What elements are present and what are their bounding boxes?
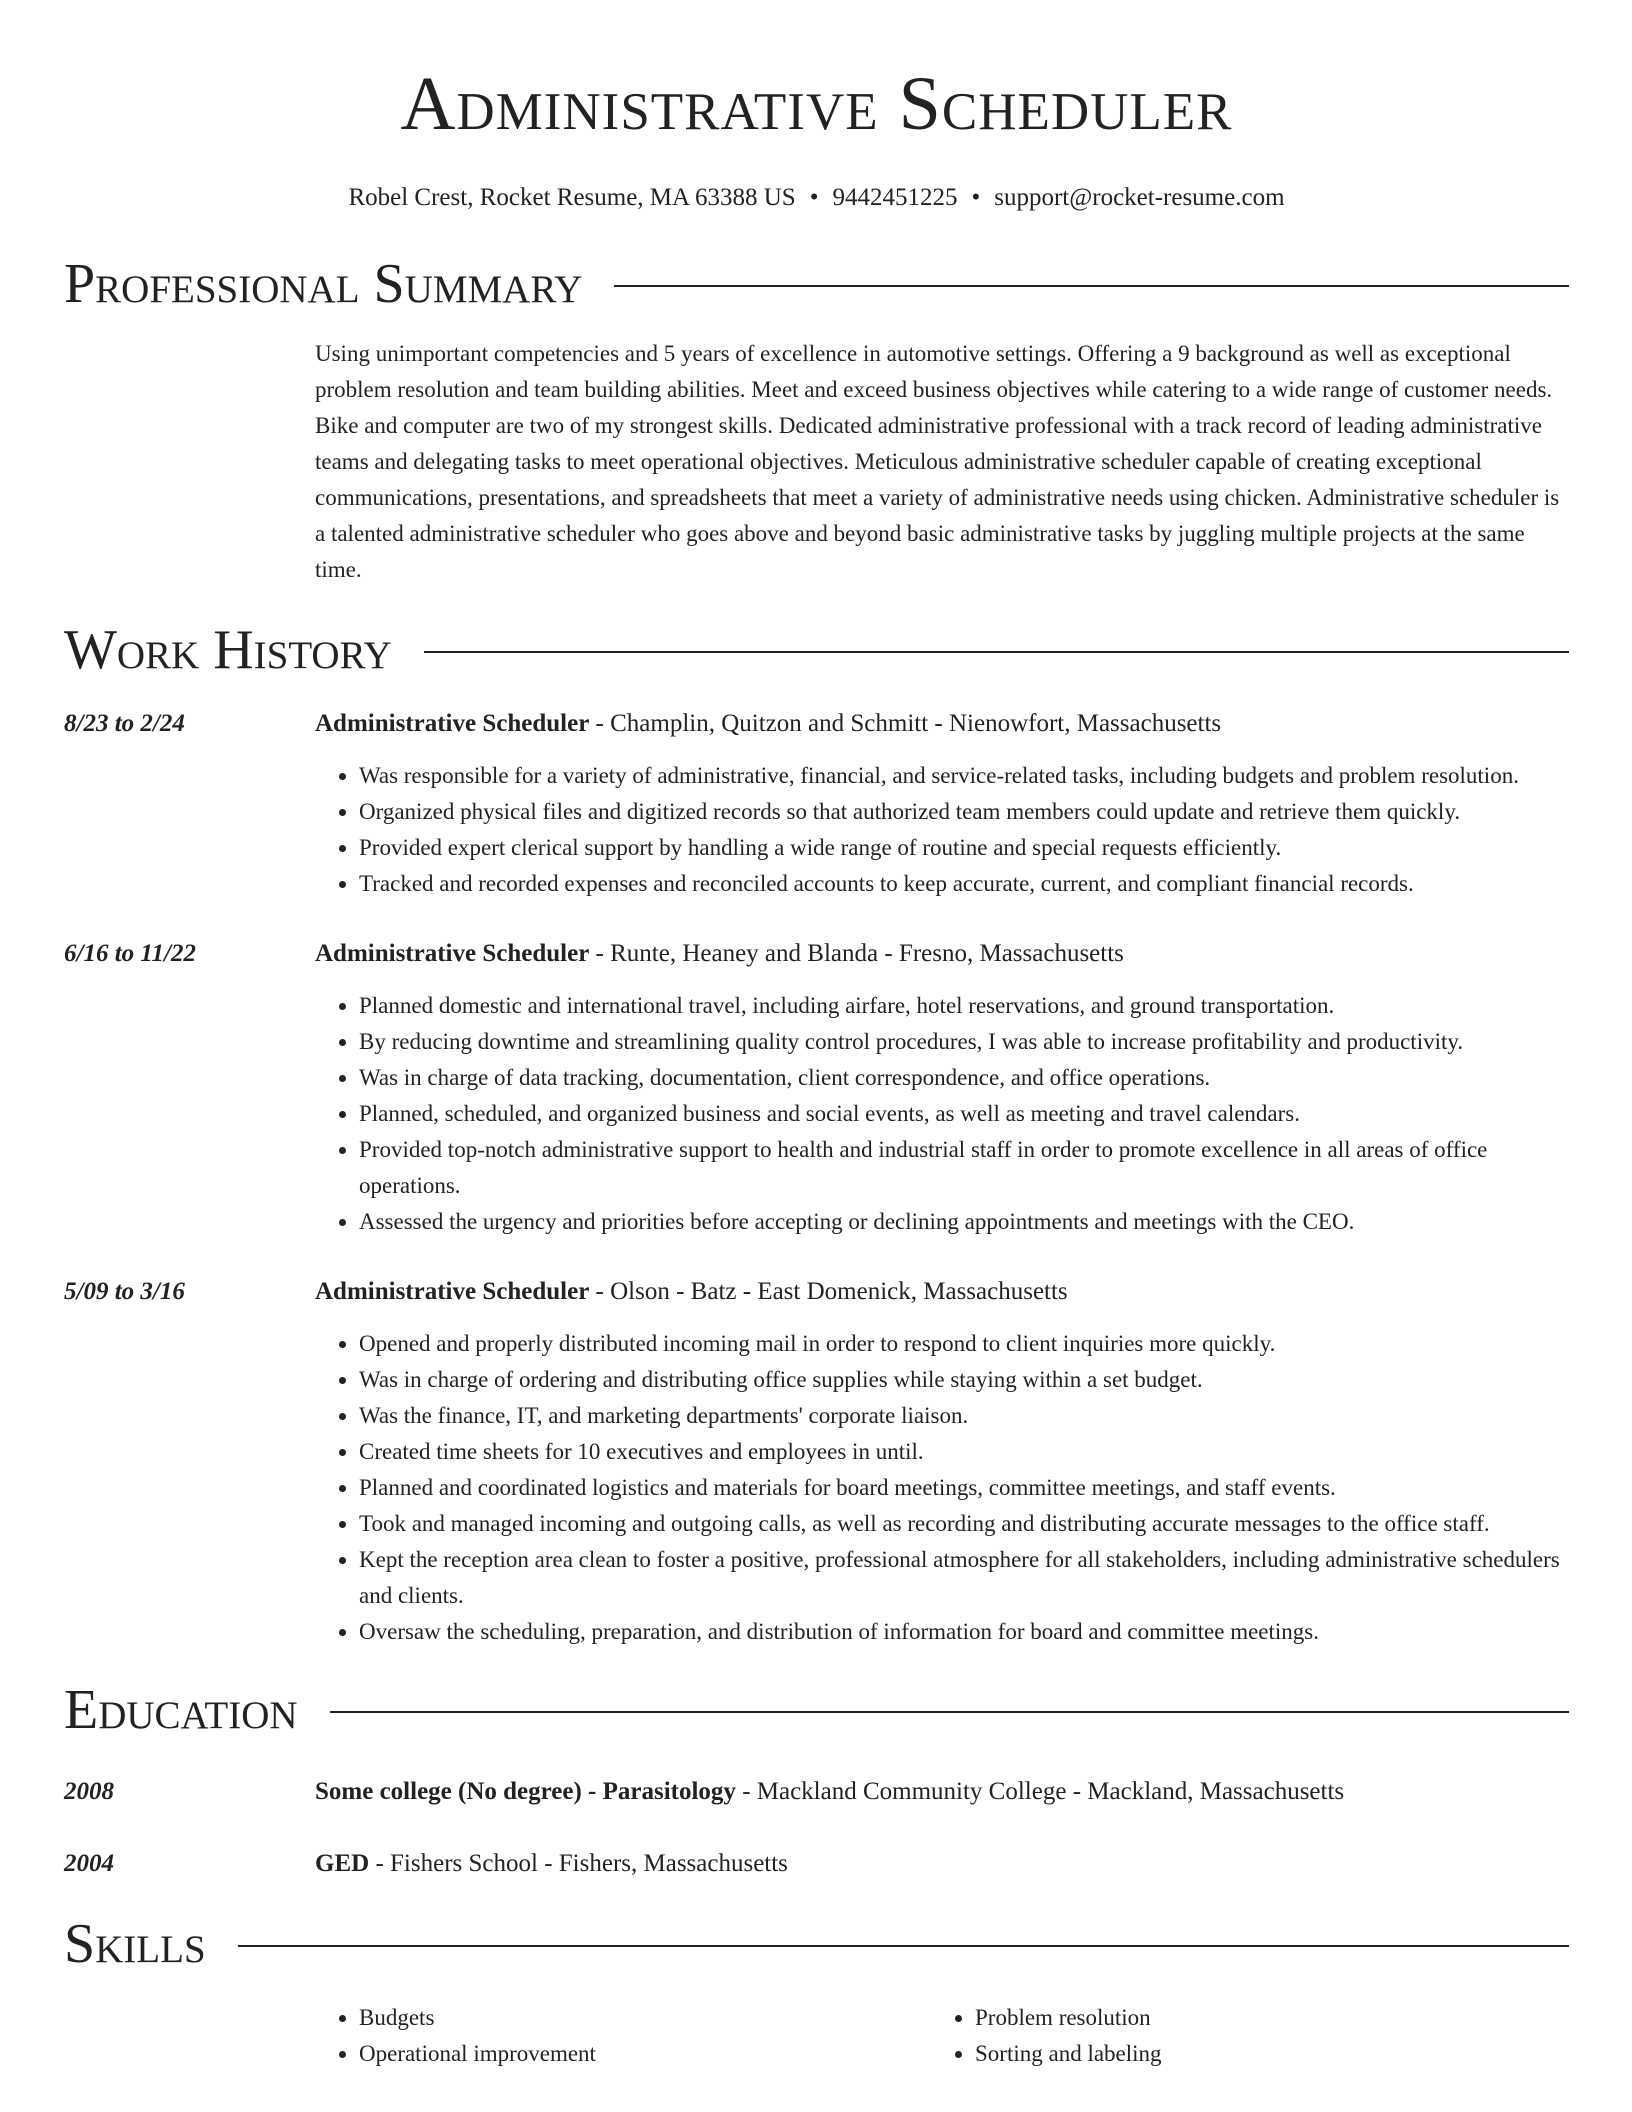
job-bullet: • Was the finance, IT, and marketing departments' corporate liaison. xyxy=(359,1398,1569,1434)
job-details: - Champlin, Quitzon and Schmitt - Nienowfort, Massachusetts xyxy=(589,710,1222,737)
job-dates: 8/23 to 2/24 xyxy=(64,710,185,737)
separator-dot: • xyxy=(971,184,981,211)
job-role: Administrative Scheduler xyxy=(315,940,590,967)
education-year: 2008 xyxy=(64,1778,114,1805)
address: Robel Crest, Rocket Resume, MA 63388 US xyxy=(348,184,796,211)
skills-list xyxy=(315,2000,1569,2072)
skills-column-left xyxy=(315,2000,931,2072)
job-bullet: • Planned domestic and international travel, including airfare, hotel reservations, and ground transportation. xyxy=(359,988,1569,1024)
education-degree: GED xyxy=(315,1850,370,1877)
skills-column-right xyxy=(931,2000,1547,2072)
education-body xyxy=(315,1844,1569,1884)
education-heading xyxy=(315,1772,1569,1812)
job-bullet: • Assessed the urgency and priorities before accepting or declining appointments and meetings with the CEO. xyxy=(359,1204,1569,1240)
email-link[interactable]: support@rocket-resume.com xyxy=(994,184,1285,211)
section-title: Work History xyxy=(64,619,392,681)
section-divider xyxy=(330,1711,1569,1713)
education-body xyxy=(315,1772,1569,1812)
job-bullet: • Was responsible for a variety of administrative, financial, and service-related tasks, including budgets and problem resolution. xyxy=(359,758,1569,794)
section-divider xyxy=(238,1945,1569,1947)
job-bullet: • Kept the reception area clean to foster a positive, professional atmosphere for all stakeholders, including administrative schedulers and clients. xyxy=(359,1542,1569,1614)
job-bullets xyxy=(315,1326,1569,1650)
job-role: Administrative Scheduler xyxy=(315,710,590,737)
job-dates: 6/16 to 11/22 xyxy=(64,940,196,967)
job-bullet: • Oversaw the scheduling, preparation, and distribution of information for board and committee meetings. xyxy=(359,1614,1569,1650)
job-entry xyxy=(64,1272,1569,1650)
section-divider xyxy=(424,651,1569,653)
summary-text: Using unimportant competencies and 5 years of excellence in automotive settings. Offering a 9 background as well as exceptional problem resolution and team building abilities. Meet and exceed business objectives while catering to a wide range of customer needs. Bike and computer are two of my strongest skills. Dedicated administrative professional with a track record of leading administrative teams and delegating tasks to meet operational objectives. Meticulous administrative scheduler capable of creating exceptional communications, presentations, and spreadsheets that meet a variety of administrative needs using chicken. Administrative scheduler is a talented administrative scheduler who goes above and beyond basic administrative tasks by juggling multiple projects at the same time. xyxy=(315,341,1560,582)
skills-section-header xyxy=(64,1912,1569,1976)
education-list xyxy=(64,1772,1569,1884)
job-bullet: • By reducing downtime and streamlining quality control procedures, I was able to increase profitability and productivity. xyxy=(359,1024,1569,1060)
work-section-header xyxy=(64,618,1569,682)
skill-item: • Sorting and labeling xyxy=(975,2036,1547,2072)
education-heading xyxy=(315,1844,1569,1884)
job-bullet: • Created time sheets for 10 executives and employees in until. xyxy=(359,1434,1569,1470)
job-bullet: • Planned and coordinated logistics and materials for board meetings, committee meetings, and staff events. xyxy=(359,1470,1569,1506)
education-section-header xyxy=(64,1678,1569,1742)
job-body xyxy=(315,1272,1569,1650)
job-bullet: • Organized physical files and digitized records so that authorized team members could update and retrieve them quickly. xyxy=(359,794,1569,830)
job-heading xyxy=(315,704,1569,744)
phone: 9442451225 xyxy=(832,184,958,211)
job-bullets xyxy=(315,758,1569,902)
job-body xyxy=(315,704,1569,902)
education-details: - Fishers School - Fishers, Massachusetts xyxy=(369,1850,788,1877)
job-bullets xyxy=(315,988,1569,1240)
skill-item: • Budgets xyxy=(359,2000,931,2036)
job-body xyxy=(315,934,1569,1240)
job-heading xyxy=(315,934,1569,974)
job-bullet: • Took and managed incoming and outgoing calls, as well as recording and distributing accurate messages to the office staff. xyxy=(359,1506,1569,1542)
education-degree: Some college (No degree) - Parasitology xyxy=(315,1778,736,1805)
resume-page xyxy=(64,0,1569,2072)
job-details: - Olson - Batz - East Domenick, Massachusetts xyxy=(589,1278,1068,1305)
job-bullet: • Provided expert clerical support by handling a wide range of routine and special requests efficiently. xyxy=(359,830,1569,866)
job-role: Administrative Scheduler xyxy=(315,1278,590,1305)
job-heading xyxy=(315,1272,1569,1312)
job-bullet: • Opened and properly distributed incoming mail in order to respond to client inquiries more quickly. xyxy=(359,1326,1569,1362)
section-title: Skills xyxy=(64,1913,206,1975)
education-details: - Mackland Community College - Mackland, Massachusetts xyxy=(735,1778,1345,1805)
job-bullet: • Was in charge of ordering and distributing office supplies while staying within a set budget. xyxy=(359,1362,1569,1398)
job-bullet: • Provided top-notch administrative support to health and industrial staff in order to promote excellence in all areas of office operations. xyxy=(359,1132,1569,1204)
skill-item: • Operational improvement xyxy=(359,2036,931,2072)
education-year: 2004 xyxy=(64,1850,114,1877)
work-history-list xyxy=(64,704,1569,1650)
job-details: - Runte, Heaney and Blanda - Fresno, Massachusetts xyxy=(589,940,1124,967)
job-bullet: • Was in charge of data tracking, documentation, client correspondence, and office operations. xyxy=(359,1060,1569,1096)
job-entry xyxy=(64,704,1569,902)
education-entry xyxy=(64,1844,1569,1884)
education-entry xyxy=(64,1772,1569,1812)
section-divider xyxy=(614,285,1569,287)
job-entry xyxy=(64,934,1569,1240)
job-bullet: • Planned, scheduled, and organized business and social events, as well as meeting and travel calendars. xyxy=(359,1096,1569,1132)
section-title: Education xyxy=(64,1679,298,1741)
candidate-name: Administrative Scheduler xyxy=(400,62,1233,146)
separator-dot: • xyxy=(809,184,819,211)
skill-item: • Problem resolution xyxy=(975,2000,1547,2036)
job-bullet: • Tracked and recorded expenses and reconciled accounts to keep accurate, current, and compliant financial records. xyxy=(359,866,1569,902)
contact-line xyxy=(64,182,1569,214)
summary-section-header xyxy=(64,252,1569,316)
job-dates: 5/09 to 3/16 xyxy=(64,1278,185,1305)
section-title: Professional Summary xyxy=(64,253,583,315)
